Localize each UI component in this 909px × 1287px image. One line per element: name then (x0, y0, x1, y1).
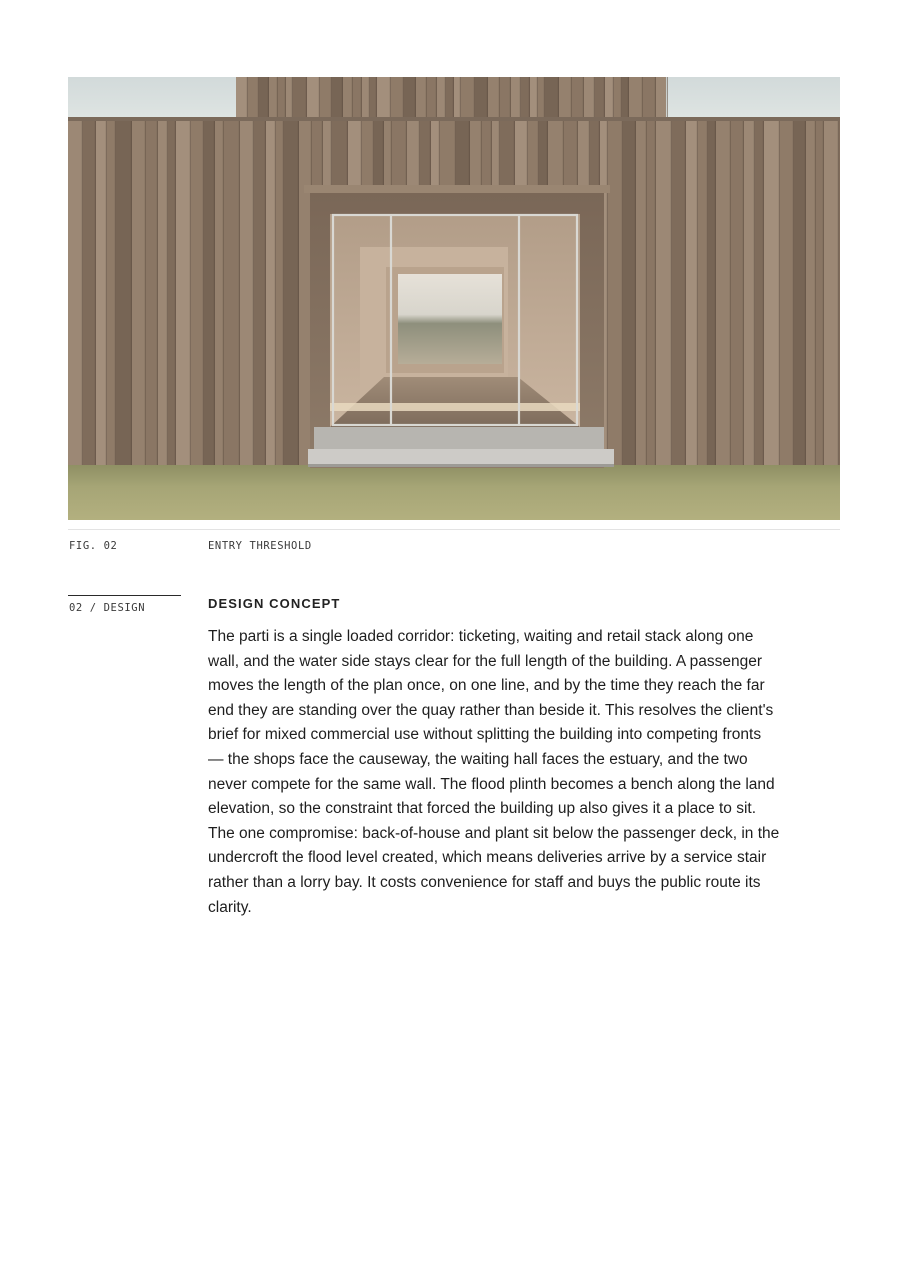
entry-threshold-image (68, 77, 840, 520)
grass-foreground (68, 465, 840, 520)
figure-number: FIG. 02 (69, 540, 118, 552)
section-rule (68, 595, 181, 596)
facade-ledge (68, 117, 840, 121)
section-heading: DESIGN CONCEPT (208, 596, 341, 611)
section-label: 02 / DESIGN (69, 602, 146, 614)
landscape-view (398, 274, 502, 364)
figure-caption: ENTRY THRESHOLD (208, 540, 312, 552)
entry-step (308, 427, 614, 467)
upper-volume-battens (236, 77, 668, 121)
caption-divider (68, 529, 840, 530)
section-body-paragraph: The parti is a single loaded corridor: ticketing, waiting and retail stack along one wall, and the water side stays clear for the full length of the building. A passenger moves the length of the plan once, on one line, and by the time they reach the far end they are standing over the quay rather than beside it. This resolves the client's brief for mixed commercial use without splitting the building into competing fronts — the shops face the causeway, the waiting hall faces the estuary, and the two never compete for the same wall. The flood plinth becomes a bench along the land elevation, so the constraint that forced the building up also gives it a place to sit. The one compromise: back-of-house and plant sit below the passenger deck, in the undercroft the flood level created, which means deliveries arrive by a service stair rather than a lorry bay. It costs convenience for staff and buys the public route its clarity. (208, 628, 780, 916)
